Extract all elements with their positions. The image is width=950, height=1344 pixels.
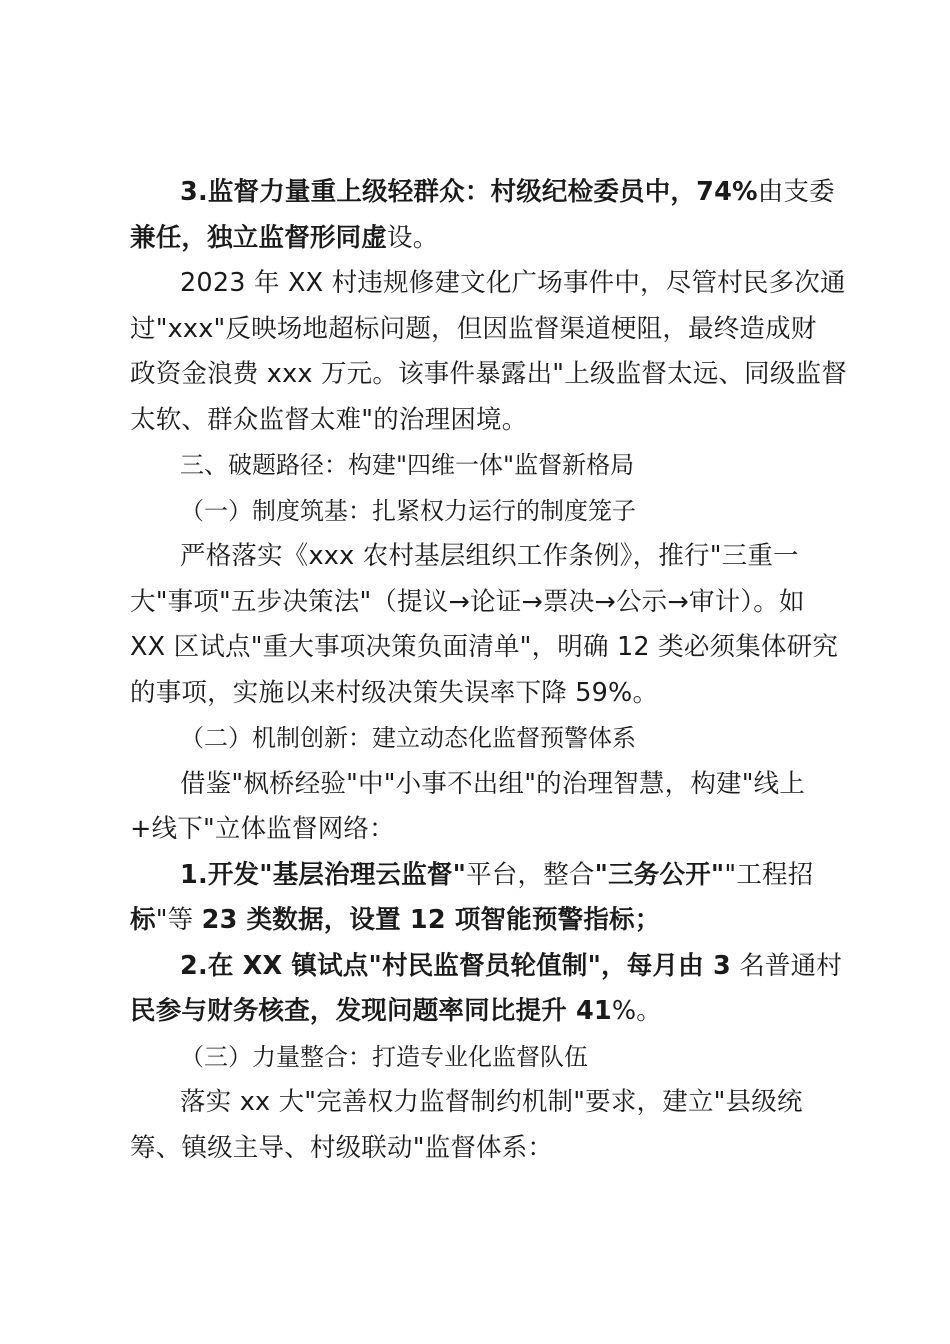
bold-text: "三务公开" (594, 859, 725, 890)
bold-text: 3.监督力量重上级轻群众：村级纪检委员中，74% (180, 177, 758, 207)
paragraph-line: +线下"立体监督网络： (130, 814, 395, 844)
body-text: 平台，整合 (466, 859, 595, 890)
bold-text: 民参与财务核查，发现问题率同比提升 41 (130, 996, 612, 1026)
bold-text: 23 类数据，设置 12 项智能预警指标； (201, 905, 661, 935)
section-heading: 三、破题路径：构建"四维一体"监督新格局 (180, 451, 635, 479)
paragraph-line: XX 区试点"重大事项决策负面清单"，明确 12 类必须集体研究 (130, 632, 839, 662)
body-text: 名普通村 (730, 950, 843, 981)
paragraph-line: 严格落实《xxx 农村基层组织工作条例》，推行"三重一 (180, 541, 799, 571)
paragraph-line (80, 989, 830, 1035)
paragraph-line: 借鉴"枫桥经验"中"小事不出组"的治理智慧，构建"线上 (180, 768, 806, 799)
paragraph-line (130, 944, 843, 990)
paragraph-line (130, 853, 830, 899)
bold-text: 1.开发"基层治理云监督" (180, 859, 467, 890)
subsection-heading-1: （一）制度筑基：扎紧权力运行的制度笼子 (180, 496, 636, 525)
paragraph-line: 政资金浪费 xxx 万元。该事件暴露出"上级监督太远、同级监督 (130, 359, 847, 389)
paragraph-line: 落实 xx 大"完善权力监督制约机制"要求，建立"县级统 (180, 1087, 803, 1117)
subsection-heading-2: （二）机制创新：建立动态化监督预警体系 (180, 724, 636, 752)
bold-text: 兼任，独立监督形同虚 (130, 222, 388, 253)
paragraph-supervision-imbalance (130, 170, 835, 261)
paragraph-system-foundation (130, 534, 839, 716)
body-text: 设。 (387, 222, 439, 253)
paragraph-line (80, 898, 830, 944)
paragraph-line (130, 170, 835, 216)
paragraph-line (80, 216, 830, 262)
body-text: "工程招 (724, 859, 814, 890)
document-page (130, 170, 847, 1171)
paragraph-line: 太软、群众监督太难"的治理困境。 (130, 404, 528, 435)
body-text: %。 (611, 996, 663, 1026)
paragraph-line: 大"事项"五步决策法"（提议→论证→票决→公示→审计）。如 (130, 586, 805, 617)
paragraph-mechanism (130, 762, 830, 853)
body-text: 由支委 (757, 177, 835, 207)
paragraph-case-2023 (130, 261, 847, 443)
bold-text: 标 (130, 905, 156, 935)
bold-text: 2.在 XX 镇试点"村民监督员轮值制"，每月由 3 (180, 950, 731, 981)
body-text: "等 (155, 905, 202, 935)
paragraph-cloud-platform (130, 853, 830, 944)
paragraph-line: 过"xxx"反映场地超标问题，但因监督渠道梗阻，最终造成财 (130, 313, 817, 344)
subsection-heading-3: （三）力量整合：打造专业化监督队伍 (180, 1042, 588, 1071)
paragraph-line: 的事项，实施以来村级决策失误率下降 59%。 (130, 677, 659, 708)
paragraph-team-building (130, 1080, 830, 1171)
paragraph-rotation-system (130, 944, 843, 1035)
paragraph-line: 2023 年 XX 村违规修建文化广场事件中，尽管村民多次通 (180, 268, 846, 298)
paragraph-line: 筹、镇级主导、村级联动"监督体系： (130, 1132, 554, 1163)
